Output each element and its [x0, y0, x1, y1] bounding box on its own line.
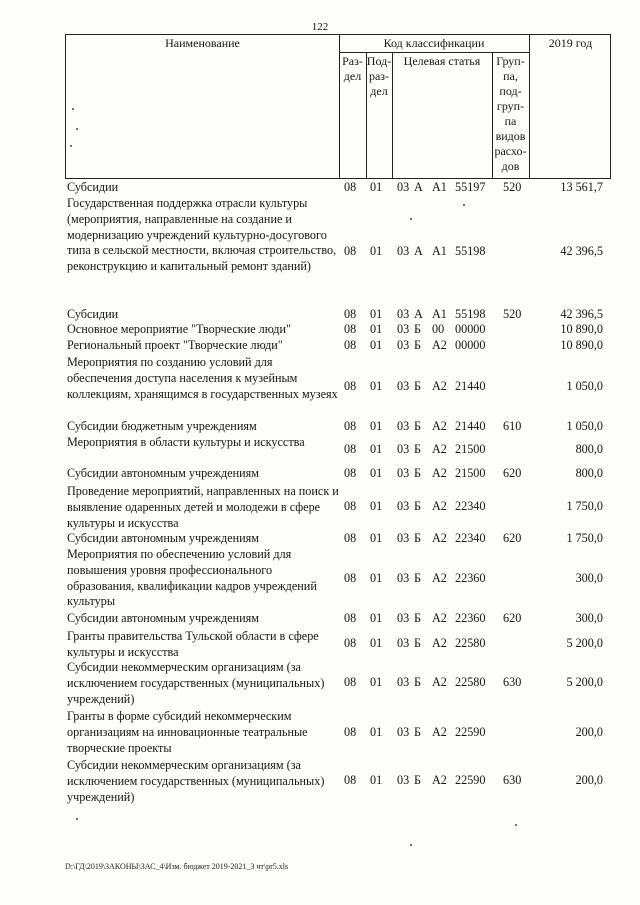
row-razdel: 08 [344, 725, 357, 739]
header-year: 2019 год [548, 36, 593, 50]
header-razdel: Раз- дел [342, 54, 363, 83]
row-podrazdel: 01 [370, 244, 383, 258]
row-amount-2019: 1 050,0 [566, 419, 603, 433]
row-target-direction: 55198 [455, 307, 486, 321]
row-podrazdel: 01 [370, 466, 383, 480]
row-podrazdel: 01 [370, 773, 383, 787]
row-amount-2019: 800,0 [575, 442, 603, 456]
row-razdel: 08 [344, 379, 357, 393]
row-podrazdel: 01 [370, 338, 383, 352]
row-amount-2019: 1 750,0 [566, 499, 603, 513]
row-razdel: 08 [344, 611, 357, 625]
row-name: Субсидии бюджетным учреждениям [67, 419, 257, 433]
header-podrazdel: Под- раз- дел [366, 54, 392, 98]
header-code-group: Код классификации [383, 36, 485, 50]
row-name: Субсидии автономным учреждениям [67, 611, 259, 625]
row-target-subprogram: Б [414, 636, 421, 650]
page-number: 122 [311, 21, 329, 33]
row-target-program: 03 [397, 773, 410, 787]
row-target-subprogram: Б [414, 442, 421, 456]
scan-speck [410, 218, 412, 220]
row-name: Гранты в форме субсидий некоммерческим организациям на инновационные театральные творческие проекты [67, 709, 308, 755]
row-amount-2019: 200,0 [575, 773, 603, 787]
row-expense-group: 620 [503, 531, 522, 545]
row-target-event: А2 [432, 725, 447, 739]
row-target-program: 03 [397, 338, 410, 352]
row-razdel: 08 [344, 307, 357, 321]
row-target-program: 03 [397, 571, 410, 585]
row-podrazdel: 01 [370, 180, 383, 194]
col-divider [366, 52, 367, 178]
row-amount-2019: 42 396,5 [560, 244, 603, 258]
row-amount-2019: 10 890,0 [560, 338, 603, 352]
row-target-direction: 22360 [455, 611, 486, 625]
row-target-event: 00 [432, 322, 445, 336]
row-expense-group: 630 [503, 773, 522, 787]
row-razdel: 08 [344, 338, 357, 352]
scan-speck [410, 844, 412, 846]
row-name: Субсидии некоммерческим организациям (за исключением государственных (муниципальных) учреждений) [67, 660, 325, 706]
row-name: Гранты правительства Тульской области в сфере культуры и искусства [67, 629, 319, 659]
row-target-event: А2 [432, 419, 447, 433]
row-target-direction: 00000 [455, 338, 486, 352]
header-group: Груп- па, под- груп- па видов расхо- дов [494, 54, 527, 173]
row-target-direction: 55197 [455, 180, 486, 194]
row-amount-2019: 1 750,0 [566, 531, 603, 545]
row-podrazdel: 01 [370, 379, 383, 393]
scan-speck [70, 145, 72, 147]
row-podrazdel: 01 [370, 636, 383, 650]
table-header [65, 34, 611, 179]
header-target: Целевая статья [403, 54, 481, 68]
row-target-direction: 00000 [455, 322, 486, 336]
row-podrazdel: 01 [370, 611, 383, 625]
scan-speck [76, 818, 78, 820]
header-name: Наименование [165, 36, 240, 50]
row-target-subprogram: Б [414, 322, 421, 336]
row-name: Мероприятия по созданию условий для обеспечения доступа населения к музейным коллекциям, хранящимся в государственных музеях [67, 355, 338, 401]
row-target-subprogram: Б [414, 611, 421, 625]
row-podrazdel: 01 [370, 725, 383, 739]
row-podrazdel: 01 [370, 307, 383, 321]
row-target-subprogram: Б [414, 466, 421, 480]
row-target-event: А1 [432, 244, 447, 258]
row-target-direction: 22340 [455, 531, 486, 545]
row-target-direction: 21500 [455, 466, 486, 480]
header-divider [339, 52, 529, 53]
row-target-program: 03 [397, 244, 410, 258]
row-name: Субсидии автономным учреждениям [67, 531, 259, 545]
row-target-program: 03 [397, 611, 410, 625]
row-target-program: 03 [397, 499, 410, 513]
row-podrazdel: 01 [370, 675, 383, 689]
row-target-program: 03 [397, 307, 410, 321]
row-target-program: 03 [397, 636, 410, 650]
row-podrazdel: 01 [370, 531, 383, 545]
row-target-program: 03 [397, 675, 410, 689]
row-podrazdel: 01 [370, 442, 383, 456]
row-amount-2019: 42 396,5 [560, 307, 603, 321]
row-podrazdel: 01 [370, 322, 383, 336]
row-target-subprogram: Б [414, 379, 421, 393]
row-amount-2019: 5 200,0 [566, 636, 603, 650]
row-target-direction: 55198 [455, 244, 486, 258]
row-razdel: 08 [344, 773, 357, 787]
row-target-program: 03 [397, 466, 410, 480]
row-target-direction: 22340 [455, 499, 486, 513]
scan-speck [72, 108, 74, 110]
row-target-subprogram: Б [414, 773, 421, 787]
row-name: Субсидии некоммерческим организациям (за исключением государственных (муниципальных) учреждений) [67, 758, 325, 804]
row-razdel: 08 [344, 244, 357, 258]
row-amount-2019: 13 561,7 [560, 180, 603, 194]
row-podrazdel: 01 [370, 499, 383, 513]
col-divider [492, 52, 493, 178]
row-name: Региональный проект "Творческие люди" [67, 338, 283, 352]
row-expense-group: 610 [503, 419, 522, 433]
row-name: Мероприятия в области культуры и искусства [67, 435, 305, 449]
row-target-direction: 21500 [455, 442, 486, 456]
row-target-event: А2 [432, 636, 447, 650]
scan-speck [463, 204, 465, 206]
row-target-event: А2 [432, 379, 447, 393]
row-target-subprogram: Б [414, 499, 421, 513]
row-name: Субсидии [67, 180, 119, 194]
row-amount-2019: 1 050,0 [566, 379, 603, 393]
row-razdel: 08 [344, 322, 357, 336]
row-amount-2019: 300,0 [575, 571, 603, 585]
row-name: Мероприятия по обеспечению условий для повышения уровня профессионального образования, квалификации кадров учреждений культуры [67, 547, 317, 609]
row-razdel: 08 [344, 442, 357, 456]
col-divider [339, 35, 340, 178]
row-target-subprogram: Б [414, 338, 421, 352]
row-target-program: 03 [397, 180, 410, 194]
row-target-direction: 22590 [455, 725, 486, 739]
row-target-program: 03 [397, 322, 410, 336]
row-razdel: 08 [344, 531, 357, 545]
row-name: Проведение мероприятий, направленных на поиск и выявление одаренных детей и молодежи в сфере культуры и искусства [67, 484, 339, 530]
row-target-subprogram: Б [414, 725, 421, 739]
row-target-event: А2 [432, 442, 447, 456]
row-amount-2019: 5 200,0 [566, 675, 603, 689]
row-target-direction: 21440 [455, 379, 486, 393]
row-target-direction: 22580 [455, 636, 486, 650]
row-target-event: А2 [432, 773, 447, 787]
row-target-program: 03 [397, 725, 410, 739]
col-divider [529, 35, 530, 178]
row-target-program: 03 [397, 442, 410, 456]
row-expense-group: 620 [503, 611, 522, 625]
scan-speck [515, 824, 517, 826]
row-expense-group: 520 [503, 307, 522, 321]
scan-speck [76, 128, 78, 130]
row-target-event: А2 [432, 571, 447, 585]
row-expense-group: 630 [503, 675, 522, 689]
row-target-event: А2 [432, 338, 447, 352]
row-target-event: А1 [432, 307, 447, 321]
row-razdel: 08 [344, 571, 357, 585]
row-razdel: 08 [344, 499, 357, 513]
row-target-subprogram: Б [414, 571, 421, 585]
row-podrazdel: 01 [370, 419, 383, 433]
row-target-event: А1 [432, 180, 447, 194]
row-razdel: 08 [344, 675, 357, 689]
row-amount-2019: 10 890,0 [560, 322, 603, 336]
row-target-event: А2 [432, 499, 447, 513]
row-target-subprogram: А [414, 244, 423, 258]
row-target-event: А2 [432, 675, 447, 689]
row-target-direction: 22360 [455, 571, 486, 585]
row-razdel: 08 [344, 466, 357, 480]
row-name: Основное мероприятие "Творческие люди" [67, 322, 291, 336]
row-target-subprogram: А [414, 180, 423, 194]
row-target-subprogram: Б [414, 419, 421, 433]
row-target-program: 03 [397, 531, 410, 545]
row-amount-2019: 200,0 [575, 725, 603, 739]
row-target-subprogram: Б [414, 531, 421, 545]
row-target-direction: 21440 [455, 419, 486, 433]
row-target-event: А2 [432, 531, 447, 545]
row-razdel: 08 [344, 180, 357, 194]
row-target-event: А2 [432, 611, 447, 625]
row-razdel: 08 [344, 419, 357, 433]
row-expense-group: 620 [503, 466, 522, 480]
row-amount-2019: 300,0 [575, 611, 603, 625]
row-expense-group: 520 [503, 180, 522, 194]
row-amount-2019: 800,0 [575, 466, 603, 480]
row-target-direction: 22590 [455, 773, 486, 787]
row-target-subprogram: А [414, 307, 423, 321]
row-target-program: 03 [397, 419, 410, 433]
file-path-footer: D:\ГД\2019\ЗАКОНЫ\ЗАС_4\Изм. бюджет 2019-2021_3 чт\pr5.xls [65, 862, 289, 871]
row-target-direction: 22580 [455, 675, 486, 689]
row-razdel: 08 [344, 636, 357, 650]
row-target-program: 03 [397, 379, 410, 393]
row-name: Субсидии автономным учреждениям [67, 466, 259, 480]
col-divider [392, 52, 393, 178]
row-target-subprogram: Б [414, 675, 421, 689]
row-target-event: А2 [432, 466, 447, 480]
row-name: Государственная поддержка отрасли культуры (мероприятия, направленные на создание и модернизацию учреждений культурно-досугового типа в сельской местности, включая строительство, реконструкцию и капитальный ремонт зданий) [67, 196, 337, 274]
row-name: Субсидии [67, 307, 119, 321]
row-podrazdel: 01 [370, 571, 383, 585]
